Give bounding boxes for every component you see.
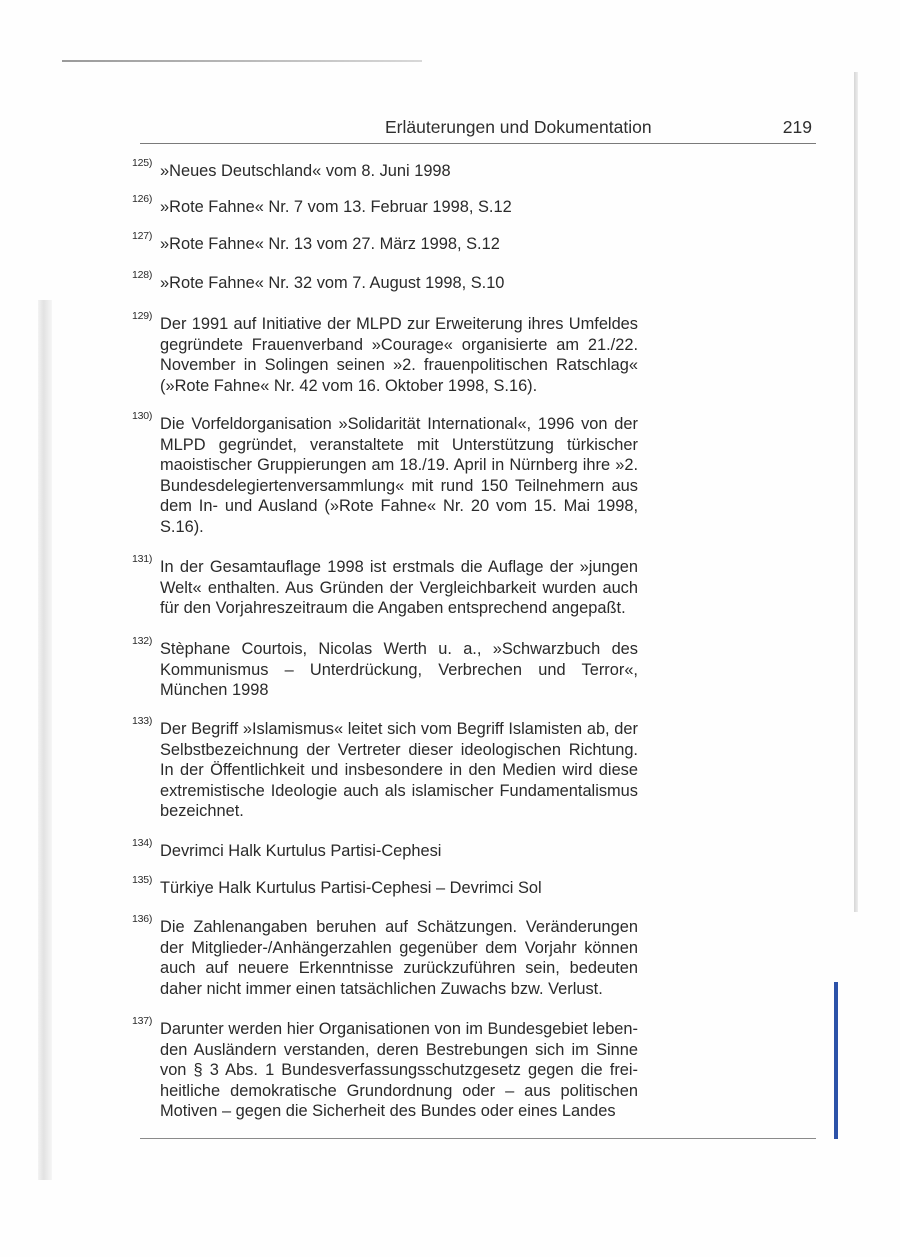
endnote-text: Türkiye Halk Kurtulus Partisi-Cephesi – Devrimci Sol	[160, 879, 542, 897]
endnote-number: 126)	[132, 193, 153, 205]
endnote-text: Stèphane Courtois, Nicolas Werth u. a., »Schwarzbuch des Kommunismus – Unterdrückung, Verbrechen und Terror«, München 1998	[160, 640, 638, 699]
endnote-text: Die Zahlenangaben beruhen auf Schätzungen. Veränderungen der Mitglieder-/Anhängerzahlen gegenüber dem Vorjahr können auch auf neuere Erkenntnisse zurückzuführen sein, bedeuten daher nicht immer einen tatsächlichen Zuwachs bzw. Verlust.	[160, 918, 638, 998]
endnote-number: 128)	[132, 269, 153, 281]
endnote-137	[132, 1015, 638, 1122]
endnote-number: 133)	[132, 715, 153, 727]
page-number: 219	[782, 117, 812, 137]
endnote-number: 130)	[132, 410, 153, 422]
endnote-127	[132, 230, 638, 255]
endnote-135	[132, 874, 638, 899]
endnote-text: »Rote Fahne« Nr. 7 vom 13. Februar 1998, S.12	[160, 198, 512, 216]
endnote-130	[132, 410, 638, 537]
scan-edge-line	[62, 60, 422, 62]
endnote-text: »Rote Fahne« Nr. 32 vom 7. August 1998, S.10	[160, 274, 505, 292]
endnote-text: Darunter werden hier Organisationen von im Bundesgebiet leben-den Ausländern verstanden, deren Bestrebungen sich im Sinne von § 3 Abs. 1 Bundesverfassungsschutzgesetz gegen die frei-heitliche demokratische Grundordnung oder – aus politischen Motiven – gegen die Sicherheit des Bundes oder eines Landes	[160, 1020, 638, 1120]
endnote-136	[132, 913, 638, 999]
endnote-number: 127)	[132, 230, 153, 242]
endnote-text: Der 1991 auf Initiative der MLPD zur Erweiterung ihres Umfeldes gegründete Frauenverband »Courage« organisierte am 21./22. November in Solingen seinen »2. frauenpolitischen Ratschlag« (»Rote Fahne« Nr. 42 vom 16. Oktober 1998, S.16).	[160, 315, 638, 395]
endnote-text: Devrimci Halk Kurtulus Partisi-Cephesi	[160, 842, 442, 860]
endnote-number: 131)	[132, 553, 153, 565]
endnote-126	[132, 193, 638, 218]
endnote-number: 125)	[132, 157, 153, 169]
endnote-128	[132, 269, 638, 294]
scan-binding-shadow	[38, 300, 52, 1180]
endnote-132	[132, 635, 638, 701]
scan-edge-shadow	[854, 72, 858, 912]
running-title: Erläuterungen und Dokumentation	[385, 117, 652, 137]
endnote-number: 132)	[132, 635, 153, 647]
endnote-number: 129)	[132, 310, 153, 322]
endnote-129	[132, 310, 638, 396]
endnote-text: Der Begriff »Islamismus« leitet sich vom Begriff Islamisten ab, der Selbstbezeichnung der Vertreter dieser ideologischen Richtung. In der Öffentlichkeit und insbesondere in den Medien wird diese extremistische Ideologie auch als islamischer Fundamentalismus bezeichnet.	[160, 720, 638, 820]
page-header	[140, 117, 816, 143]
endnote-133	[132, 715, 638, 822]
endnote-text: »Rote Fahne« Nr. 13 vom 27. März 1998, S.12	[160, 235, 500, 253]
endnote-125	[132, 157, 638, 182]
endnote-text: »Neues Deutschland« vom 8. Juni 1998	[160, 162, 451, 180]
endnote-number: 134)	[132, 837, 153, 849]
endnote-number: 135)	[132, 874, 153, 886]
endnote-131	[132, 553, 638, 619]
endnote-text: Die Vorfeldorganisation »Solidarität International«, 1996 von der MLPD gegründet, veranstaltete mit Unterstützung türkischer maoistischer Gruppierungen am 18./19. April in Nürnberg ihre »2. Bundesdelegiertenversammlung« mit rund 150 Teilnehmern aus dem In- und Ausland (»Rote Fahne« Nr. 20 vom 15. Mai 1998, S.16).	[160, 415, 638, 536]
endnote-number: 137)	[132, 1015, 153, 1027]
endnote-number: 136)	[132, 913, 153, 925]
endnote-134	[132, 837, 638, 862]
footer-rule	[140, 1138, 816, 1139]
header-rule	[140, 143, 816, 144]
endnote-text: In der Gesamtauflage 1998 ist erstmals die Auflage der »jungen Welt« enthalten. Aus Gründen der Vergleichbarkeit wurden auch für den Vorjahreszeitraum die Angaben entsprechend angepaßt.	[160, 558, 638, 617]
margin-mark	[834, 982, 838, 1139]
